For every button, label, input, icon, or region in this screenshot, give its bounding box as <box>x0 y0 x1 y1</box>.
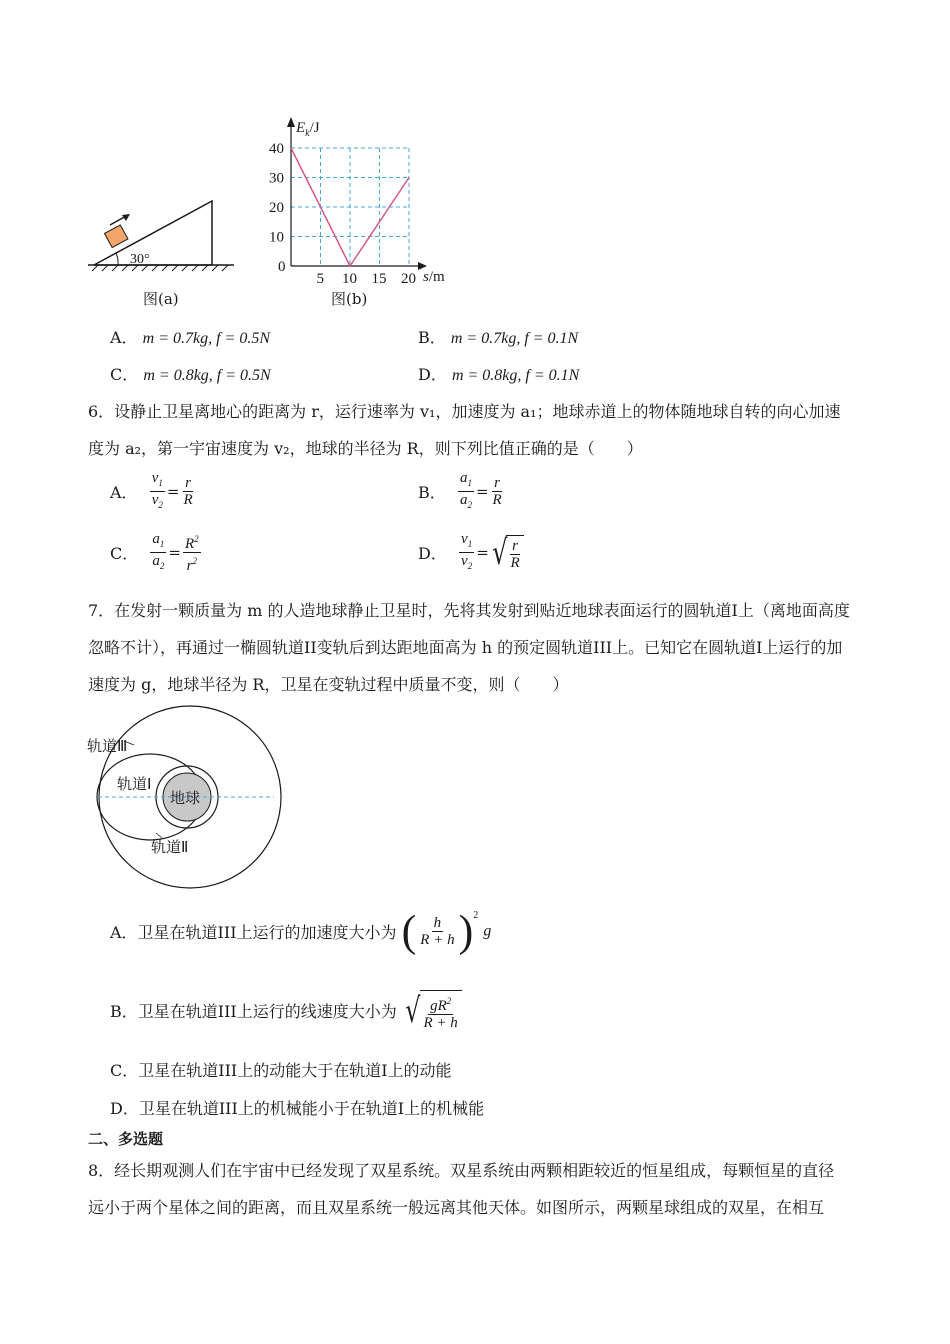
fig-a-caption: 图(a) <box>143 290 179 308</box>
y-axis-label: $E_k/J$ <box>296 120 320 139</box>
q7-text-line2: 忽略不计），再通过一椭圆轨道II变轨后到达距地面高为 h 的预定圆轨道III上。已知它在圆轨道I上运行的加 <box>88 638 843 657</box>
x-tick-label: 10 <box>342 271 357 287</box>
q6-option-a: A． $\frac{v_1}{v_2}$ = $\frac{r}{R}$ <box>110 470 193 510</box>
q6-option-c: C． $\frac{a_1}{a_2}$ = $\frac{R^2}{r^2}$ <box>110 531 199 574</box>
y-tick-label: 40 <box>269 141 284 157</box>
orbit2-label: 轨道Ⅱ <box>151 838 189 856</box>
y-tick-label: 20 <box>269 200 284 216</box>
y-tick-label: 30 <box>269 170 284 187</box>
q7-option-c: C．卫星在轨道III上的动能大于在轨道I上的动能 <box>110 1061 452 1080</box>
angle-label: 30° <box>130 252 150 267</box>
q6-text-line2: 度为 a₂，第一宇宙速度为 v₂，地球的半径为 R，则下列比值正确的是（ ） <box>88 439 643 458</box>
q7-text-line1: 7．在发射一颗质量为 m 的人造地球静止卫星时，先将其发射到贴近地球表面运行的圆轨道I上（离地面高度 <box>88 601 850 620</box>
q8-text-line1: 8．经长期观测人们在宇宙中已经发现了双星系统。双星系统由两颗相距较近的恒星组成，每颗恒星的直径 <box>88 1161 835 1180</box>
y-tick-label: 10 <box>269 229 284 246</box>
q7-option-d: D．卫星在轨道III上的机械能小于在轨道I上的机械能 <box>110 1099 485 1118</box>
x-axis-label: s/m <box>423 269 445 285</box>
q7-option-b: B．卫星在轨道III上运行的线速度大小为 √ $\frac{gR^2}{R + h}$ <box>110 990 462 1031</box>
q6-option-b: B． $\frac{a_1}{a_2}$ = $\frac{r}{R}$ <box>418 470 502 510</box>
q6-option-d: D． $\frac{v_1}{v_2}$ = √ $\frac{r}{R}$ <box>418 531 524 574</box>
orbit3-label: 轨道Ⅲ <box>87 737 128 755</box>
earth-label: 地球 <box>170 789 201 807</box>
x-tick-label: 15 <box>371 271 387 287</box>
ek-s-chart <box>262 115 462 290</box>
orbit-diagram <box>84 705 284 890</box>
orbit1-label: 轨道Ⅰ <box>117 775 152 793</box>
x-tick-label: 20 <box>401 271 416 287</box>
q5-option-d: D． m = 0.8kg, f = 0.1N <box>418 365 580 384</box>
q7-option-a: A．卫星在轨道III上运行的加速度大小为 ( $\frac{h}{R + h}$ )$^2$ g <box>110 906 492 956</box>
q5-option-c: C． m = 0.8kg, f = 0.5N <box>110 365 271 384</box>
fig-b-caption: 图(b) <box>331 290 368 308</box>
q5-option-b: B． m = 0.7kg, f = 0.1N <box>418 328 579 347</box>
section-heading: 二、多选题 <box>88 1130 164 1148</box>
q5-option-a: A． m = 0.7kg, f = 0.5N <box>110 328 271 347</box>
origin-label: 0 <box>278 259 286 275</box>
q6-text-line1: 6．设静止卫星离地心的距离为 r，运行速率为 v₁，加速度为 a₁；地球赤道上的物体随地球自转的向心加速 <box>88 402 841 421</box>
x-tick-label: 5 <box>316 271 324 287</box>
q7-text-line3: 速度为 g，地球半径为 R，卫星在变轨过程中质量不变，则（ ） <box>88 675 569 694</box>
q8-text-line2: 远小于两个星体之间的距离，而且双星系统一般远离其他天体。如图所示，两颗星球组成的双星，在相互 <box>88 1198 825 1217</box>
